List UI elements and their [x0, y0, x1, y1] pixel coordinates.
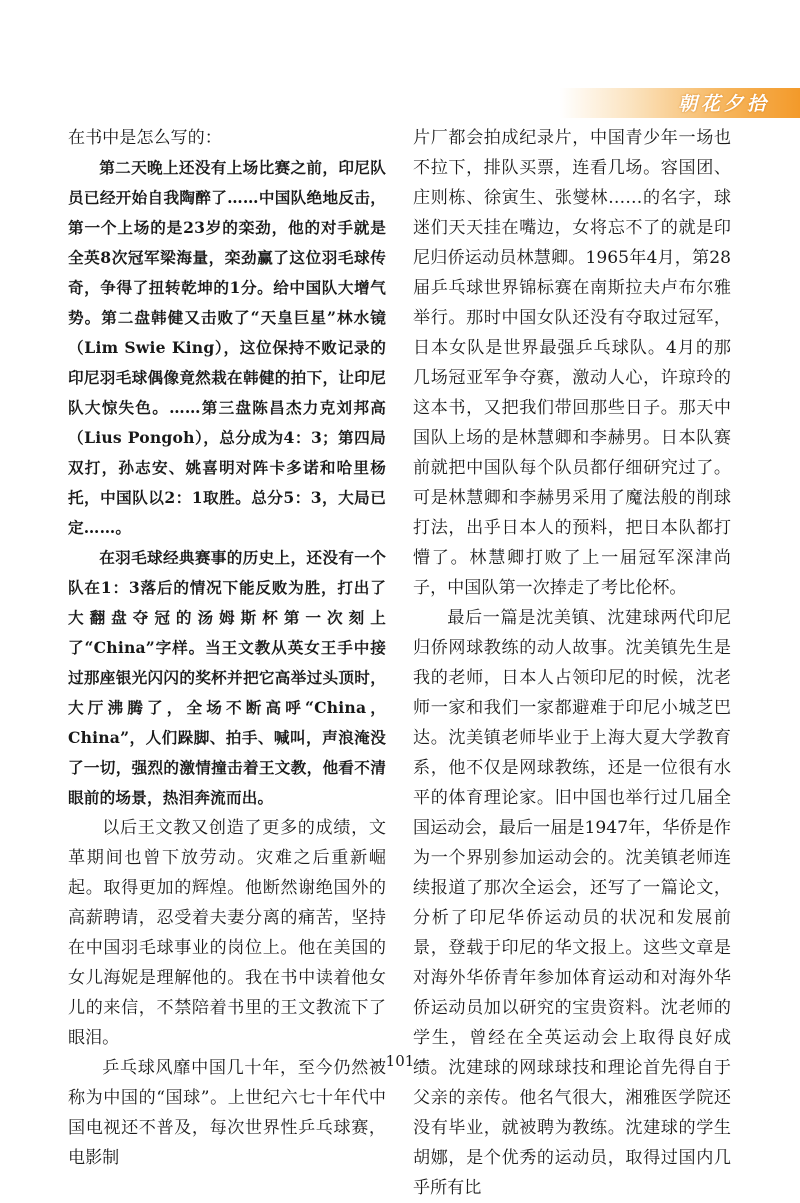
right-text-column	[413, 123, 731, 1203]
left-text-column	[68, 123, 386, 1173]
page-number: – 101 –	[373, 1052, 427, 1070]
section-title: 朝花夕拾	[677, 93, 770, 115]
paragraph: 片厂都会拍成纪录片，中国青少年一场也不拉下，排队买票，连看几场。容国团、庄则栋、徐寅生、张燮林……的名字，球迷们天天挂在嘴边，女将忘不了的就是印尼归侨运动员林慧卿。1965年4月，第28届乒乓球世界锦标赛在南斯拉夫卢布尔雅举行。那时中国女队还没有夺取过冠军，日本女队是世界最强乒乓球队。4月的那几场冠亚军争夺赛，激动人心，许琼玲的这本书，又把我们带回那些日子。那天中国队上场的是林慧卿和李赫男。日本队赛前就把中国队每个队员都仔细研究过了。可是林慧卿和李赫男采用了魔法般的削球打法，出乎日本人的预料，把日本队都打懵了。林慧卿打败了上一届冠军深津尚子，中国队第一次捧走了考比伦杯。	[413, 128, 731, 598]
paragraph: 在羽毛球经典赛事的历史上，还没有一个队在1：3落后的情况下能反败为胜，打出了大翻盘夺冠的汤姆斯杯第一次刻上了“China”字样。当王文教从英女王手中接过那座银光闪闪的奖杯并把它高举过头顶时，大厅沸腾了，全场不断高呼“China，China”，人们跺脚、拍手、喊叫，声浪淹没了一切，强烈的激情撞击着王文教，他看不清眼前的场景，热泪奔流而出。	[68, 548, 386, 807]
paragraph: 乒乓球风靡中国几十年，至今仍然被称为中国的“国球”。上世纪六七十年代中国电视还不普及，每次世界性乒乓球赛，电影制	[68, 1058, 386, 1168]
paragraph: 以后王文教又创造了更多的成绩，文革期间也曾下放劳动。灾难之后重新崛起。取得更加的辉煌。他断然谢绝国外的高薪聘请，忍受着夫妻分离的痛苦，坚持在中国羽毛球事业的岗位上。他在美国的女儿海妮是理解他的。我在书中读着他女儿的来信，不禁陪着书里的王文教流下了眼泪。	[68, 818, 386, 1048]
paragraph: 第二天晚上还没有上场比赛之前，印尼队员已经开始自我陶醉了……中国队绝地反击，第一个上场的是23岁的栾劲，他的对手就是全英8次冠军梁海量，栾劲赢了这位羽毛球传奇，争得了扭转乾坤的1分。给中国队大增气势。第二盘韩健又击败了“天皇巨星”林水镜（Lim Swie King），这位保持不败记录的印尼羽毛球偶像竟然栽在韩健的拍下，让印尼队大惊失色。……第三盘陈昌杰力克刘邦高（Lius Pongoh），总分成为4：3；第四局双打，孙志安、姚喜明对阵卡多诺和哈里杨托，中国队以2：1取胜。总分5：3，大局已定……。	[68, 158, 386, 537]
paragraph: 在书中是怎么写的：	[68, 128, 222, 148]
paragraph: 最后一篇是沈美镇、沈建球两代印尼归侨网球教练的动人故事。沈美镇先生是我的老师，日本人占领印尼的时候，沈老师一家和我们一家都避难于印尼小城芝巴达。沈美镇老师毕业于上海大夏大学教育系，他不仅是网球教练，还是一位很有水平的体育理论家。旧中国也举行过几届全国运动会，最后一届是1947年，华侨是作为一个界别参加运动会的。沈美镇老师连续报道了那次全运会，还写了一篇论文，分析了印尼华侨运动员的状况和发展前景，登载于印尼的华文报上。这些文章是对海外华侨青年参加体育运动和对海外华侨运动员加以研究的宝贵资料。沈老师的学生，曾经在全英运动会上取得良好成绩。沈建球的网球球技和理论首先得自于父亲的亲传。他名气很大，湘雅医学院还没有毕业，就被聘为教练。沈建球的学生胡娜，是个优秀的运动员，取得过国内几乎所有比	[413, 608, 731, 1198]
